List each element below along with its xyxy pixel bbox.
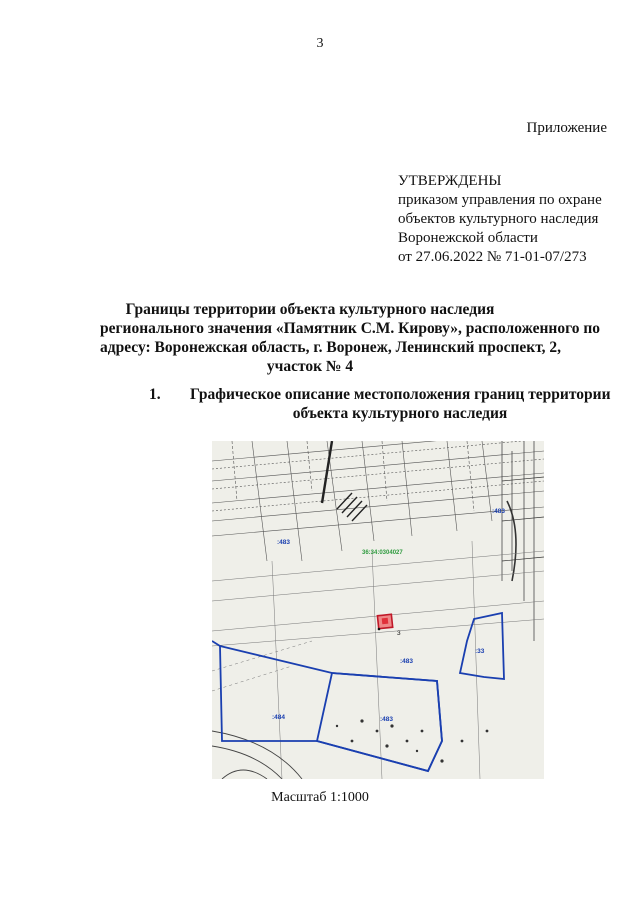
parcel-label: :483 bbox=[400, 658, 414, 665]
section-title bbox=[190, 385, 610, 423]
approval-date-number: от 27.06.2022 № 71-01-07/273 bbox=[398, 249, 587, 265]
parcel-label: :483 bbox=[277, 539, 291, 546]
document-title bbox=[100, 300, 601, 376]
section-title-line: объекта культурного наследия bbox=[292, 405, 508, 422]
approval-line: Воронежской области bbox=[398, 230, 538, 246]
parcel-label: :483 bbox=[492, 508, 506, 515]
approval-heading: УТВЕРЖДЕНЫ bbox=[398, 173, 502, 189]
approval-block bbox=[398, 172, 602, 267]
appendix-label: Приложение bbox=[526, 120, 607, 136]
map-drawing bbox=[212, 441, 544, 779]
parcel-label: :33 bbox=[475, 648, 485, 655]
parcel-label: :484 bbox=[272, 714, 286, 721]
title-line: адресу: Воронежская область, г. Воронеж, Ленинский проспект, 2, bbox=[100, 339, 562, 356]
title-line: участок № 4 bbox=[266, 358, 354, 375]
section-number: 1. bbox=[149, 386, 161, 403]
section-title-line: Графическое описание местоположения границ территории bbox=[190, 386, 611, 403]
approval-line: приказом управления по охране bbox=[398, 192, 602, 208]
cadastral-map bbox=[212, 441, 544, 779]
point-label: 3 bbox=[397, 630, 401, 637]
cadastral-number: 36:34:0304027 bbox=[362, 550, 403, 556]
map-scale: Масштаб 1:1000 bbox=[271, 790, 369, 805]
title-line: регионального значения «Памятник С.М. Кирову», расположенного по bbox=[100, 320, 601, 337]
parcel-label: :483 bbox=[380, 716, 394, 723]
page-number: 3 bbox=[316, 36, 324, 51]
approval-line: объектов культурного наследия bbox=[398, 211, 599, 227]
title-line: Границы территории объекта культурного наследия bbox=[125, 301, 495, 318]
map-background bbox=[212, 441, 544, 779]
